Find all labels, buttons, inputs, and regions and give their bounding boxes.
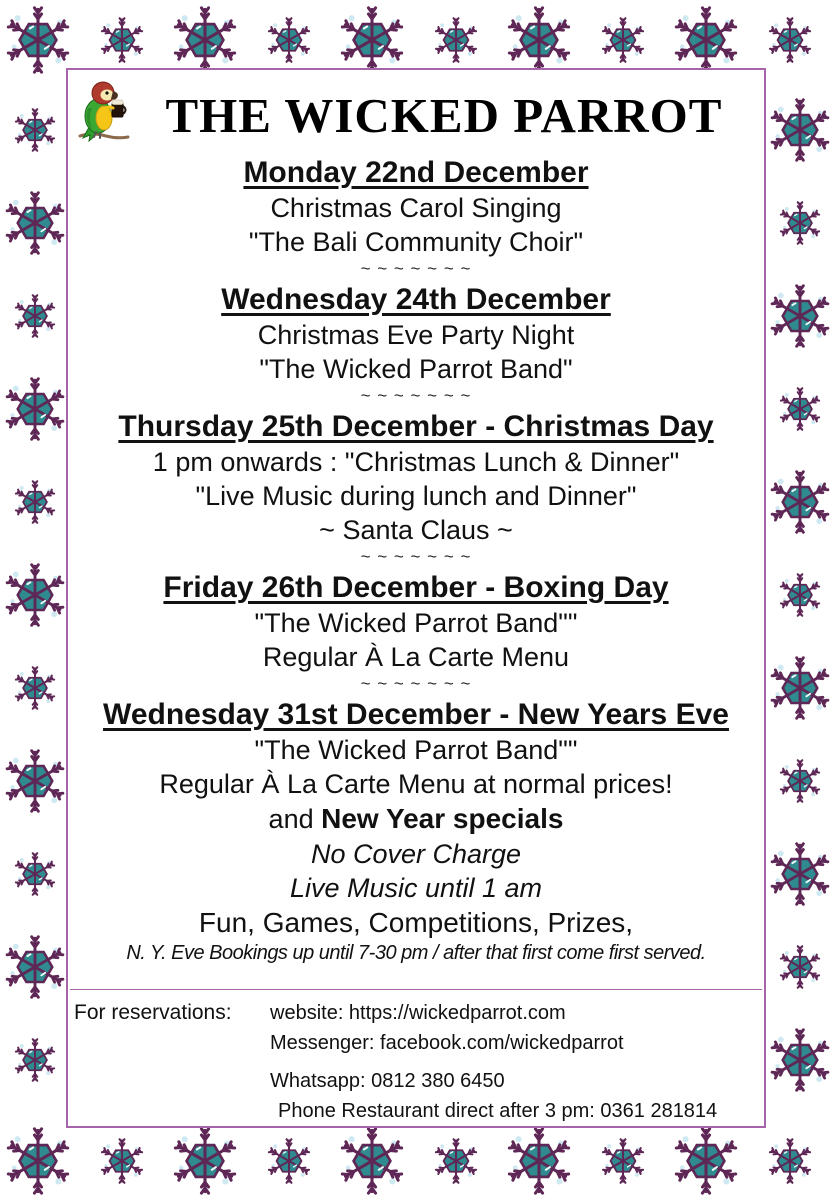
event-heading: Friday 26th December - Boxing Day: [163, 571, 669, 604]
event-line: "The Wicked Parrot Band"": [254, 735, 578, 765]
no-cover-charge-line: No Cover Charge: [310, 839, 522, 869]
snowflake-icon: [266, 17, 312, 68]
snowflake-icon: [13, 480, 57, 529]
event-line: "Live Music during lunch and Dinner": [195, 481, 637, 511]
event-heading: Monday 22nd December: [243, 156, 589, 189]
snowflake-icon: [433, 1138, 479, 1189]
snowflake-icon: [778, 759, 822, 808]
bookings-note: N. Y. Eve Bookings up until 7-30 pm / after that first come first served.: [126, 942, 706, 964]
snowflake-icon: [672, 1127, 740, 1200]
reservation-website: website: https://wickedparrot.com: [270, 1002, 566, 1024]
event-line: "The Wicked Parrot Band"": [254, 608, 578, 638]
event-section-wed24: [70, 283, 762, 406]
new-year-specials-line: [70, 801, 762, 837]
snowflake-icon: [99, 1138, 145, 1189]
snowflake-icon: [778, 387, 822, 436]
snowflake-icon: [13, 108, 57, 157]
tilde-separator: ~ ~ ~ ~ ~ ~ ~: [360, 674, 472, 693]
event-section-fri26: [70, 571, 762, 694]
event-line: "The Wicked Parrot Band": [259, 354, 573, 384]
snowflake-icon: [767, 1138, 813, 1189]
tilde-separator: ~ ~ ~ ~ ~ ~ ~: [360, 259, 472, 278]
event-section-mon22: [70, 156, 762, 279]
flyer-box: [66, 68, 766, 1128]
parrot-with-beer-icon: [76, 78, 134, 153]
event-line: 1 pm onwards : "Christmas Lunch & Dinner": [152, 447, 680, 477]
reservation-phone: Phone Restaurant direct after 3 pm: 0361 281814: [278, 1100, 718, 1122]
and-prefix: and: [268, 804, 322, 834]
tilde-separator: ~ ~ ~ ~ ~ ~ ~: [360, 547, 472, 566]
snowflake-icon: [171, 1127, 239, 1200]
snowflake-icon: [266, 1138, 312, 1189]
snowflake-icon: [4, 6, 72, 79]
event-section-wed31: [70, 698, 762, 966]
snowflake-icon: [3, 191, 67, 260]
snowflake-icon: [13, 1038, 57, 1087]
event-line: Regular À La Carte Menu: [262, 642, 570, 672]
event-line: "The Bali Community Choir": [248, 227, 584, 257]
snowflake-icon: [13, 852, 57, 901]
snowflake-icon: [4, 1127, 72, 1200]
event-section-thu25: [70, 410, 762, 567]
snowflake-icon: [778, 945, 822, 994]
reservations-label: For reservations:: [74, 1001, 232, 1024]
fun-games-line: Fun, Games, Competitions, Prizes,: [198, 907, 634, 938]
snowflake-icon: [505, 1127, 573, 1200]
snowflake-icon: [768, 98, 832, 167]
snowflake-icon: [3, 377, 67, 446]
event-line: Christmas Carol Singing: [270, 193, 562, 223]
snowflake-icon: [13, 666, 57, 715]
live-music-line: Live Music until 1 am: [289, 873, 543, 903]
snowflake-icon: [768, 1028, 832, 1097]
snowflake-icon: [767, 17, 813, 68]
event-line: Christmas Eve Party Night: [257, 320, 575, 350]
reservations-section: [70, 990, 762, 1126]
page-title: THE WICKED PARROT: [165, 87, 723, 143]
snowflake-icon: [778, 201, 822, 250]
event-heading: Wednesday 31st December - New Years Eve: [103, 698, 729, 731]
snowflake-icon: [3, 749, 67, 818]
snowflake-icon: [600, 17, 646, 68]
snowflake-icon: [3, 935, 67, 1004]
event-line: Regular À La Carte Menu at normal prices!: [159, 769, 673, 799]
snowflake-icon: [768, 842, 832, 911]
new-year-specials-bold: New Year specials: [321, 803, 564, 834]
reservation-messenger: Messenger: facebook.com/wickedparrot: [270, 1032, 624, 1054]
snowflake-icon: [433, 17, 479, 68]
snowflake-icon: [338, 1127, 406, 1200]
flyer-header: [70, 76, 762, 152]
snowflake-icon: [13, 294, 57, 343]
snowflake-icon: [99, 17, 145, 68]
tilde-separator: ~ ~ ~ ~ ~ ~ ~: [360, 386, 472, 405]
reservation-whatsapp: Whatsapp: 0812 380 6450: [270, 1070, 505, 1092]
event-heading: Wednesday 24th December: [221, 283, 611, 316]
event-line: ~ Santa Claus ~: [319, 515, 513, 545]
snowflake-icon: [768, 470, 832, 539]
snowflake-icon: [768, 284, 832, 353]
snowflake-icon: [600, 1138, 646, 1189]
snowflake-icon: [3, 563, 67, 632]
event-schedule: [70, 152, 762, 983]
snowflake-icon: [778, 573, 822, 622]
snowflake-icon: [768, 656, 832, 725]
event-heading: Thursday 25th December - Christmas Day: [118, 410, 714, 443]
reservations-details: [270, 998, 758, 1126]
